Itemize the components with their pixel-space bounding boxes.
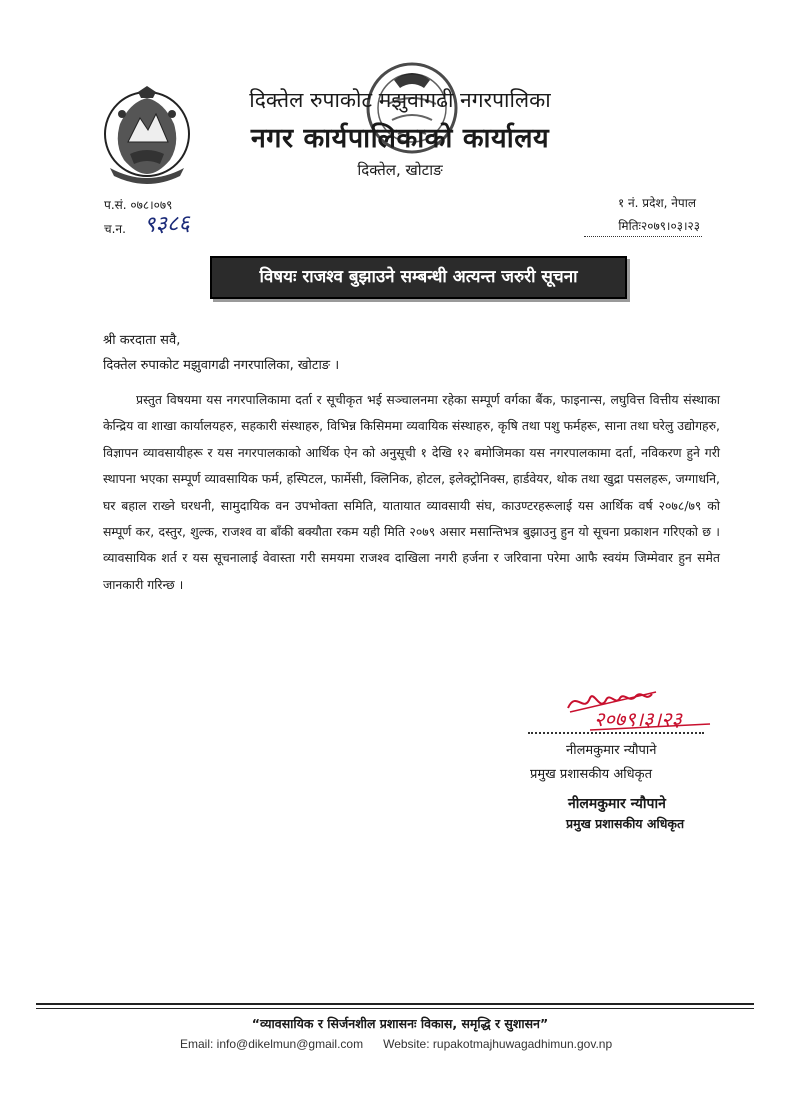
municipality-name: दिक्तेल रुपाकोट मझुवागढी नगरपालिका [249, 88, 551, 112]
recipient-line-1: श्री करदाता सवै, [103, 333, 181, 348]
signatory-name: नीलमकुमार न्यौपाने [566, 743, 657, 758]
title-stamp: प्रमुख प्रशासकीय अधिकृत [566, 816, 685, 831]
footer-rule [36, 1003, 754, 1005]
dispatch-number-label: च.न. [104, 222, 126, 236]
office-name: नगर कार्यपालिकाको कार्यालय [250, 123, 550, 154]
province-label: १ नं. प्रदेश, नेपाल [617, 196, 696, 210]
notice-body: प्रस्तुत विषयमा यस नगरपालिकामा दर्ता र सूचीकृत भई सञ्चालनमा रहेका सम्पूर्ण वर्गका बैंक, फाइनान्स, लघुवित्त वित्तीय संस्थाका केन्द्रिय वा शाखा कार्यालयहरु, सहकारी संस्थाहरु, विभिन्न किसिममा व्यवायिक संस्थाहरु, कृषि तथा पशु फर्महरू, साना तथा घरेलु उद्योगहरु, विज्ञापन व्यावसायीहरू र यस नगरपालकाको आर्थिक ऐन को अनुसूची १ देखि १२ बमोजिमका यस नगरपालकामा दर्ता, नविकरण हुने गरी स्थापना भएका सम्पूर्ण व्यावसायिक फर्म, हस्पिटल, फार्मेसी, क्लिनिक, होटल, इलेक्ट्रोनिक्स, हार्डवेयर, थोक तथा खुद्रा पसलहरू, जग्गाधनि, घर बहाल राख्ने घरधनी, सामुदायिक वन उपभोक्ता समिति, यातायात व्यावसायी संघ, काउण्टरहरूलाई यस आर्थिक वर्ष २०७८/७९ को सम्पूर्ण कर, दस्तुर, शुल्क, राजश्व वा बाँकी बक्यौता रकम यही मिति २०७९ असार मसान्तिभत्र बुझाउनु हुन यो सूचना प्रकाशन गरिएको छ । व्यावसायिक शर्त र यस सूचनालाई वेवास्ता गरी समयमा राजश्व दाखिला नगरी हर्जना र जरिवाना परेमा आफै स्वयंम जिम्मेवार हुन समेत जानकारी गरिन्छ । [103, 392, 720, 592]
letter-date: मितिः२०७९।०३।२३ [618, 219, 700, 233]
footer-rule-thin [36, 1008, 754, 1009]
signatory-title: प्रमुख प्रशासकीय अधिकृत [530, 767, 653, 782]
dispatch-number-handwritten: ९३८६ [143, 211, 191, 238]
footer-contact [180, 1037, 612, 1051]
office-address: दिक्तेल, खोटाङ [357, 161, 443, 179]
date-underline [584, 236, 702, 237]
signature-dotted-line [528, 732, 704, 734]
footer-website: Website: rupakotmajhuwagadhimun.gov.np [383, 1037, 613, 1051]
handwritten-signature-icon [560, 684, 730, 732]
signature-date: २०७९।३।२३ [594, 707, 682, 731]
name-stamp: नीलमकुमार न्यौपाने [568, 796, 666, 812]
footer-motto: “व्यावसायिक र सिर्जनशील प्रशासनः विकास, समृद्धि र सुशासन” [251, 1016, 549, 1031]
subject-banner: विषयः राजश्व बुझाउने सम्बन्धी अत्यन्त जरुरी सूचना [210, 256, 627, 299]
reference-number: प.सं. ०७८।०७९ [104, 198, 173, 212]
footer-email: Email: info@dikelmun@gmail.com [180, 1037, 364, 1051]
recipient-line-2: दिक्तेल रुपाकोट मझुवागढी नगरपालिका, खोटाङ । [103, 358, 340, 373]
